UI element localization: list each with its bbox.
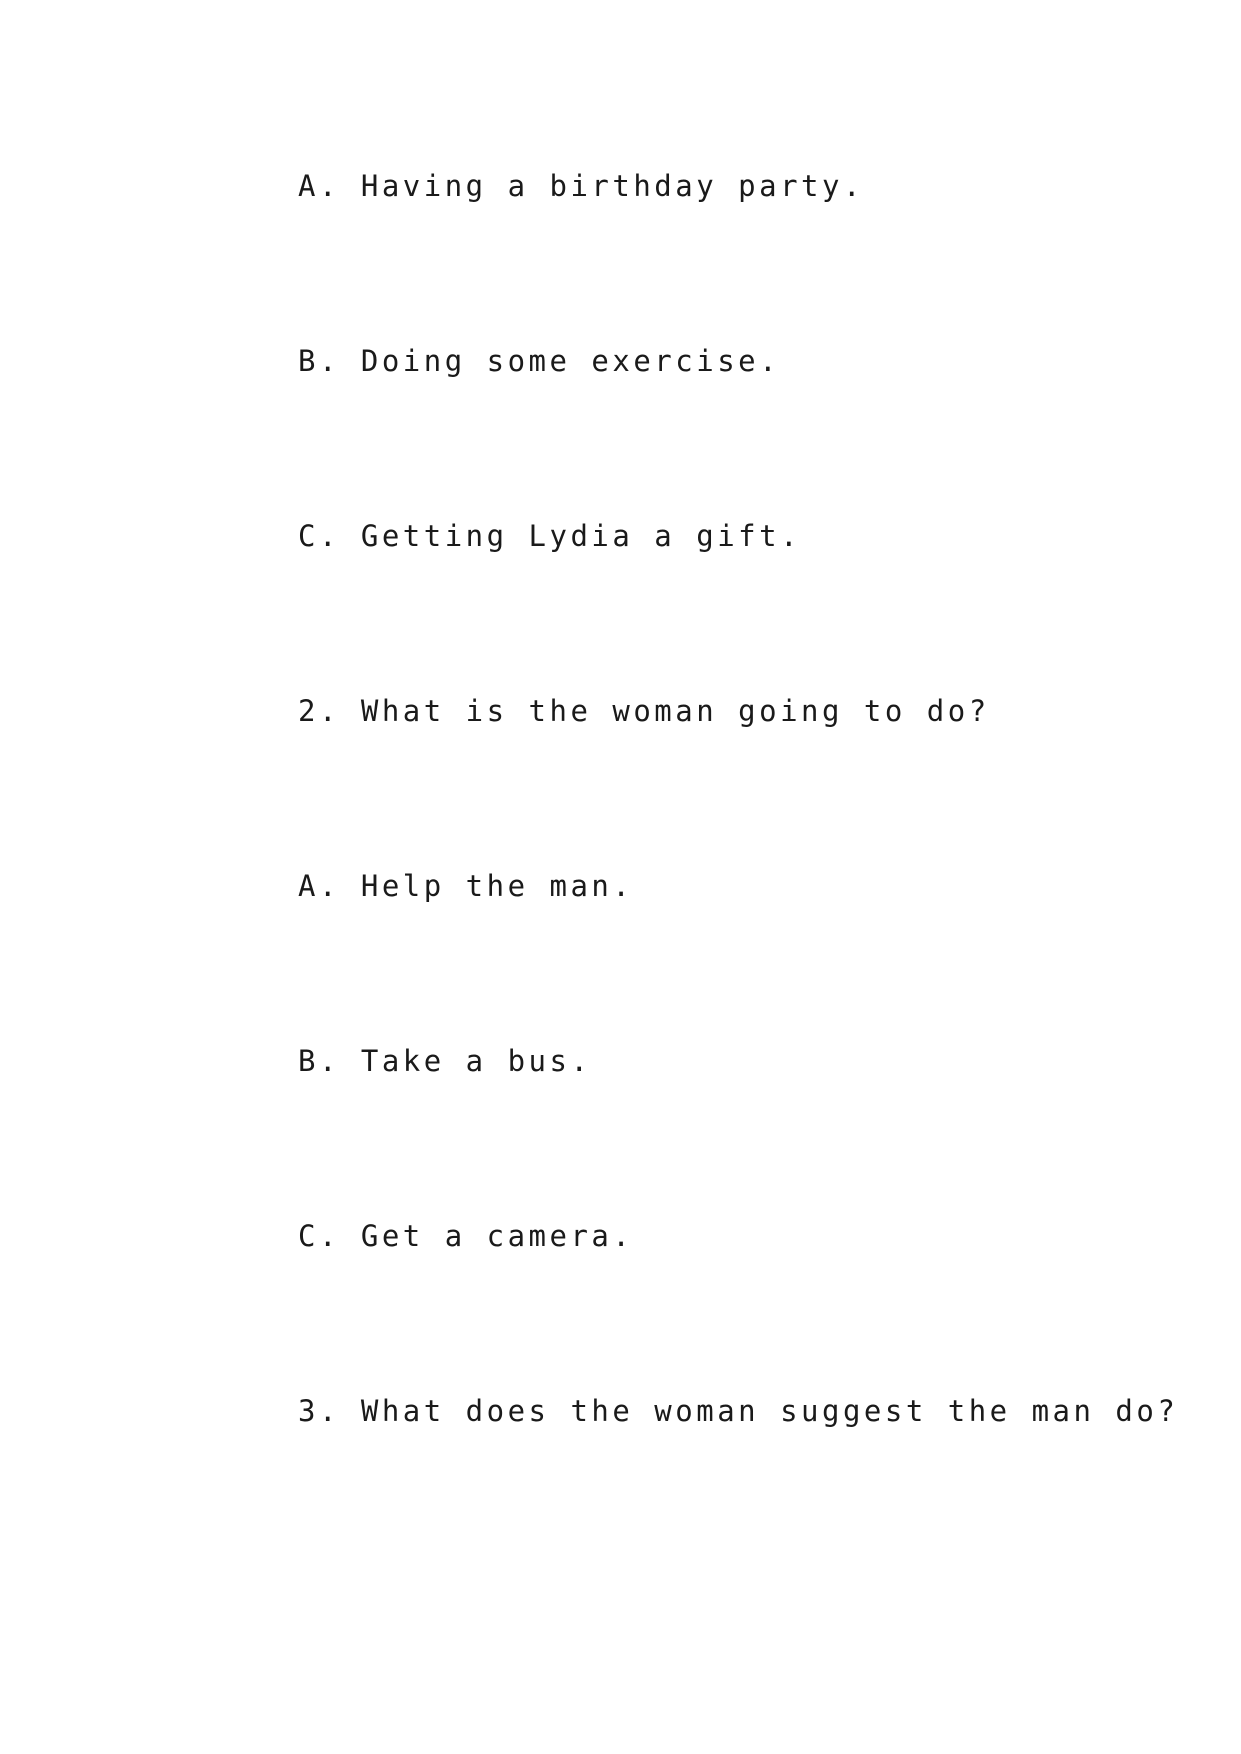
question-3: 3. What does the woman suggest the man do?	[298, 1394, 1179, 1428]
option-a-q1: A. Having a birthday party.	[298, 169, 864, 203]
option-a-q2: A. Help the man.	[298, 869, 634, 903]
option-b-q2: B. Take a bus.	[298, 1044, 592, 1078]
question-2: 2. What is the woman going to do?	[298, 694, 990, 728]
option-b-q1: B. Doing some exercise.	[298, 344, 781, 378]
option-c-q1: C. Getting Lydia a gift.	[298, 519, 802, 553]
option-c-q2: C. Get a camera.	[298, 1219, 634, 1253]
